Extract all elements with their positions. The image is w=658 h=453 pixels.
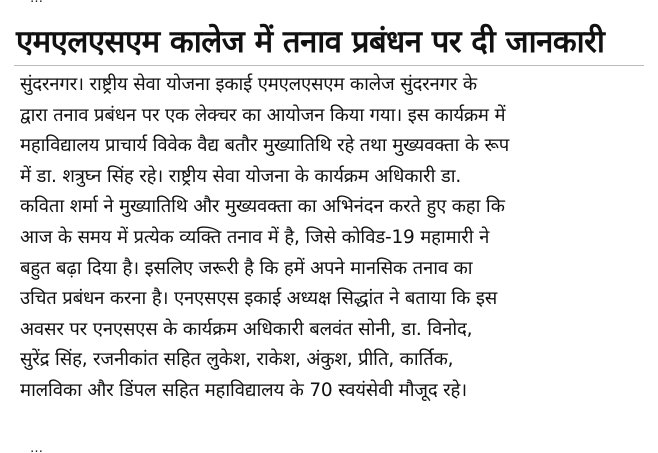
article-line: महाविद्यालय प्राचार्य विवेक वैद्य बतौर मुख्यातिथि रहे तथा मुख्यवक्ता के रूप (20, 135, 509, 157)
article-line: सुरेंद्र सिंह, रजनीकांत सहित लुकेश, राकेश, अंकुश, प्रीति, कार्तिक, (20, 349, 454, 371)
article-line: सुंदरनगर। राष्ट्रीय सेवा योजना इकाई एमएलएसएम कालेज सुंदरनगर के (20, 74, 477, 95)
clipped-next-article-text: … (30, 441, 43, 453)
article-line: अवसर पर एनएसएस के कार्यक्रम अधिकारी बलवंत सोनी, डा. विनोद, (20, 318, 473, 340)
article-line: मालविका और डिंपल सहित महाविद्यालय के 70 स्वयंसेवी मौजूद रहे। (20, 379, 467, 401)
article-body (20, 70, 650, 407)
article-line: द्वारा तनाव प्रबंधन पर एक लेक्चर का आयोजन किया गया। इस कार्यक्रम में (20, 104, 506, 126)
article-line: बहुत बढ़ा दिया है। इसलिए जरूरी है कि हमें अपने मानसिक तनाव का (20, 257, 473, 279)
article-line: आज के समय में प्रत्येक व्यक्ति तनाव में है, जिसे कोविड-19 महामारी ने (20, 226, 490, 248)
article-line: उचित प्रबंधन करना है। एनएसएस इकाई अध्यक्ष सिद्धांत ने बताया कि इस (20, 288, 498, 310)
clipped-previous-article-text (30, 0, 410, 5)
article-line: कविता शर्मा ने मुख्यातिथि और मुख्यवक्ता का अभिनंदन करते हुए कहा कि (20, 196, 505, 218)
article-line: में डा. शत्रुघ्न सिंह रहे। राष्ट्रीय सेवा योजना के कार्यक्रम अधिकारी डा. (20, 165, 462, 187)
headline-divider (14, 65, 644, 66)
article-headline: एमएलएसएम कालेज में तनाव प्रबंधन पर दी जानकारी (16, 24, 605, 60)
